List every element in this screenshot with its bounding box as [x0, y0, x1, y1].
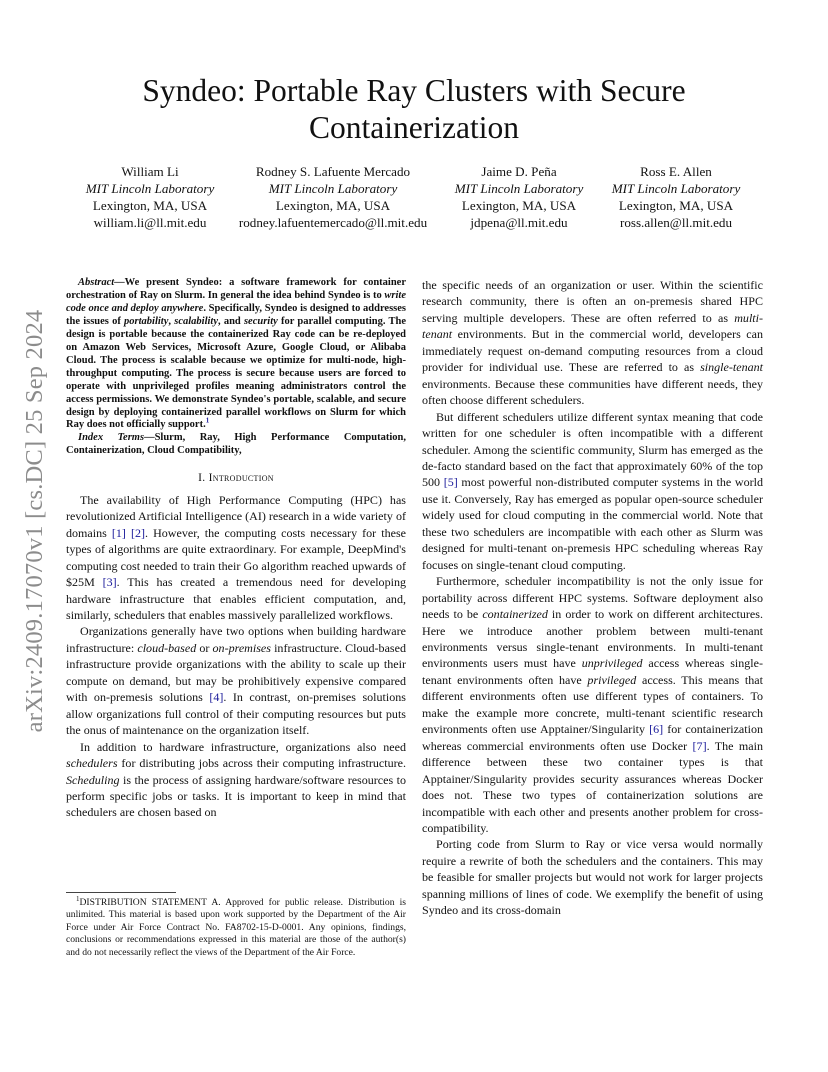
author-email: rodney.lafuentemercado@ll.mit.edu [238, 215, 428, 230]
citation-link[interactable]: [7] [692, 738, 707, 753]
citation-link[interactable]: [1] [111, 525, 126, 540]
section-heading-introduction: I. Introduction [198, 472, 274, 485]
arxiv-identifier-stamp [12, 286, 58, 756]
footnote [66, 894, 406, 959]
right-column [422, 277, 763, 919]
author-name: William Li [121, 164, 179, 179]
author-2 [228, 163, 438, 231]
author-email: william.li@ll.mit.edu [93, 215, 207, 230]
paper-title: Syndeo: Portable Ray Clusters with Secure Containerization [142, 73, 686, 145]
author-location: Lexington, MA, USA [275, 198, 391, 213]
author-name: Jaime D. Peña [481, 164, 557, 179]
footnote-marker[interactable]: 1 [205, 416, 210, 425]
intro-paragraph-3: In addition to hardware infrastructure, organizations also need schedulers for distributing jobs across their computing infrastructure. Scheduling is the process of assigning hardware/software resources to perform specific jobs or tasks. It is important to keep in mind that schedulers are chosen based on [66, 739, 406, 820]
arxiv-identifier-text: arXiv:2409.17070v1 [cs.DC] 25 Sep 2024 [21, 309, 48, 733]
footnote-text: $^1$DISTRIBUTION STATEMENT A. Approved for public release. Distribution is unlimited. This material is based upon work supported by the Department of the Air Force under Air Force Contract No. FA8702-15-D-0001. Any opinions, findings, conclusions or recommendations expressed in this material are those of the author(s) and do not necessarily reflect the views of the Department of the Air Force. [66, 894, 406, 958]
citation-link[interactable]: [3] [102, 575, 117, 590]
citation-link[interactable]: [2] [130, 525, 146, 540]
author-affiliation: MIT Lincoln Laboratory [454, 181, 584, 196]
author-location: Lexington, MA, USA [92, 198, 208, 213]
intro-paragraph-4: But different schedulers utilize different syntax meaning that code written for one scheduler is often incompatible with a different scheduler. Among the scientific community, Slurm has emerged as the de-facto standard based on the fact that approximately 60% of the top 500 [5] most powerful non-distributed computer systems in the world use it. Conversely, Ray has emerged as popular open-source scheduler widely used for cloud computing in the commercial world. Note that these two schedulers are incompatible with each other as Slurm was designed for multi-tenant on-premesis HPC scheduling whereas Ray focuses on single-tenant cloud computing. [422, 409, 763, 572]
author-1 [45, 163, 255, 231]
abstract-label: Abstract [78, 277, 115, 288]
citation-link[interactable]: [6] [649, 722, 664, 737]
citation-link[interactable]: [4] [209, 690, 224, 705]
intro-paragraph-5: Furthermore, scheduler incompatibility is not the only issue for portability across different HPC systems. Software deployment also needs to be containerized in order to work on different architectures. Here we introduce another problem between multi-tenant environments versus single-tenant environments. In multi-tenant environments users must have unprivileged access whereas single-tenant environments often have privileged access. This means that different environments often use different types of containers. To make the example more concrete, multi-tenant scientific research environments often use Apptainer/Singularity [6] for containerization whereas commercial environments often use Docker [7]. The main difference between these two container types is that Apptainer/Singularity provides security assurances whereas Docker does not. These two types of containerization solutions are incompatible with each other and presents another problem for cross-compatibility. [422, 574, 764, 835]
author-affiliation: MIT Lincoln Laboratory [268, 181, 398, 196]
index-terms-label: Index Terms [78, 432, 145, 444]
author-email: ross.allen@ll.mit.edu [619, 215, 733, 230]
abstract-paragraph: Abstract—We present Syndeo: a software framework for container orchestration of Ray on Slurm. In general the idea behind Syndeo is to write code once and deploy anywhere. Specifically, Syndeo is designed to addresses the issues of portability, scalability, and security for parallel computing. The design is portable because the containerized Ray code can be re-deployed on Amazon Web Services, Microsoft Azure, Google Cloud, or Alibaba Cloud. The process is scalable because we optimize for multi-node, high-throughput computing. The process is secure because users are forced to operate with unprivileged profiles meaning administrators control the access permissions. We demonstrate Syndeo's portable, scalable, and secure design by deploying containerized parallel workflows on Slurm for which Ray does not officially support.$^1$ [66, 277, 407, 431]
author-affiliation: MIT Lincoln Laboratory [85, 181, 215, 196]
abstract [66, 277, 406, 458]
author-location: Lexington, MA, USA [618, 198, 734, 213]
index-terms: Index Terms—Slurm, Ray, High Performance Computation, Containerization, Cloud Compatibility, [66, 432, 406, 457]
footnote-mark: 1 [76, 894, 80, 903]
citation-link[interactable]: [5] [443, 475, 458, 490]
left-column [66, 277, 406, 821]
intro-paragraph-2: Organizations generally have two options when building hardware infrastructure: cloud-based or on-premises infrastructure. Cloud-based infrastructure provide organizations with the ability to scale up their compute on demand, but may be prohibitively expensive compared with on-premesis solutions [4]. In contrast, on-premises solutions allow organizations full control of their computing resources but puts the onus of maintenance on the organization itself. [66, 624, 406, 738]
author-name: Rodney S. Lafuente Mercado [255, 164, 411, 179]
author-4 [571, 163, 781, 231]
intro-paragraph-3-continued: the specific needs of an organization or user. Within the scientific research community, there is often an on-premesis shared HPC serving multiple developers. These are often referred to as multi-tenant environments. But in the commercial world, developers can immediately request on-demand computing resources from a cloud provider for individual use. These are referred to as single-tenant environments. Because these communities have different needs, they often choose different schedulers. [422, 278, 763, 408]
author-email: jdpena@ll.mit.edu [470, 215, 568, 230]
author-location: Lexington, MA, USA [461, 198, 577, 213]
author-affiliation: MIT Lincoln Laboratory [611, 181, 741, 196]
author-name: Ross E. Allen [640, 164, 712, 179]
intro-paragraph-6: Porting code from Slurm to Ray or vice versa would normally require a rewrite of both the schedulers and the containers. This may be feasible for smaller projects but would not work for larger projects spanning millions of lines of code. We exemplify the benefit of using Syndeo and its cross-domain [422, 837, 763, 918]
footnote-divider [66, 892, 176, 893]
intro-paragraph-1: The availability of High Performance Computing (HPC) has revolutionized Artificial Intelligence (AI) research in a wide variety of domains [1] [2]. However, the computing costs necessary for these types of algorithms are quite extraordinary. For example, DeepMind's computing cost needed to train their Go algorithm reached upwards of $25M [3]. This has created a tremendous need for developing hardware infrastructure that enables efficient computation, and, similarly, schedulers that enables massively parallelized workflows. [66, 492, 406, 622]
